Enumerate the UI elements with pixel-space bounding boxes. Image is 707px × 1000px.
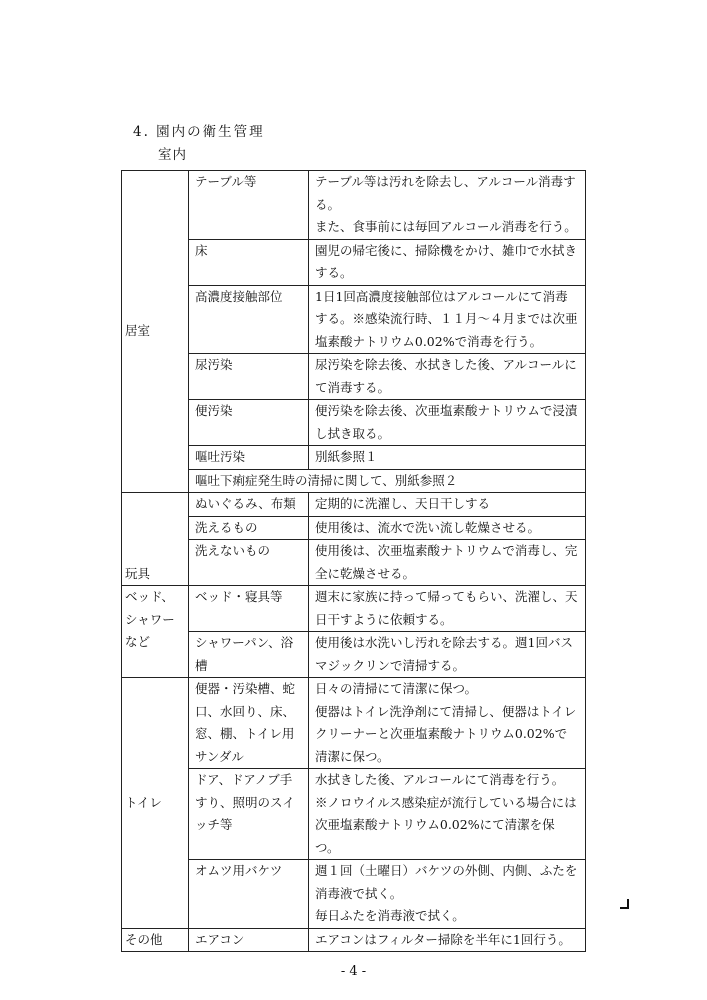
page-number: - 4 - <box>340 964 367 979</box>
desc-line: 週１回（土曜日）バケツの外側、内側、ふたを消毒液で拭く。 毎日ふたを消毒液で拭く。 <box>315 863 578 923</box>
table-row <box>122 493 586 517</box>
desc-cell: 使用後は、流水で洗い流し乾燥させる。 <box>309 516 586 540</box>
merged-note-cell: 嘔吐下痢症発生時の清掃に関して、別紙参照２ <box>189 469 586 493</box>
table-row <box>122 769 586 860</box>
table-row <box>122 446 586 470</box>
desc-cell: 園児の帰宅後に、掃除機をかけ、雑巾で水拭きする。 <box>309 239 586 285</box>
hygiene-table <box>121 170 586 952</box>
desc-cell <box>309 860 586 929</box>
item-cell: ベッド・寝具等 <box>189 586 309 632</box>
desc-line: テーブル等は汚れを除去し、アルコール消毒する。 また、食事前には毎回アルコール消毒を行う。 <box>315 174 577 234</box>
category-cell: ベッド、シャワーなど <box>122 586 189 678</box>
item-cell: テーブル等 <box>189 171 309 240</box>
table-row <box>122 928 586 952</box>
item-cell: 高濃度接触部位 <box>189 285 309 354</box>
category-cell: その他 <box>122 928 189 952</box>
table-row <box>122 860 586 929</box>
corner-mark-icon <box>620 899 629 909</box>
table-row <box>122 678 586 769</box>
item-cell: 洗えるもの <box>189 516 309 540</box>
table-row <box>122 586 586 632</box>
item-cell: ドア、ドアノブ手すり、照明のスイッチ等 <box>189 769 309 860</box>
desc-cell: 週末に家族に持って帰ってもらい、洗濯し、天日干すように依頼する。 <box>309 586 586 632</box>
table-row <box>122 354 586 400</box>
table-row <box>122 516 586 540</box>
table-row <box>122 285 586 354</box>
table-row <box>122 400 586 446</box>
item-cell: 嘔吐汚染 <box>189 446 309 470</box>
item-cell: 洗えないもの <box>189 540 309 586</box>
item-cell: 床 <box>189 239 309 285</box>
desc-cell: 1日1回高濃度接触部位はアルコールにて消毒する。※感染流行時、１１月～４月までは次亜塩素酸ナトリウム0.02%で消毒を行う。 <box>309 285 586 354</box>
desc-cell: 使用後は、次亜塩素酸ナトリウムで消毒し、完全に乾燥させる。 <box>309 540 586 586</box>
table-row <box>122 540 586 586</box>
desc-line: 水拭きした後、アルコールにて消毒を行う。 ※ノロウイルス感染症が流行している場合には次亜塩素酸ナトリウム0.02%にて清潔を保つ。 <box>315 772 577 855</box>
section-heading: 4. 園内の衛生管理 <box>133 124 265 140</box>
table-row <box>122 171 586 240</box>
desc-cell <box>309 678 586 769</box>
desc-cell: 便汚染を除去後、次亜塩素酸ナトリウムで浸漬し拭き取る。 <box>309 400 586 446</box>
table-row <box>122 239 586 285</box>
item-cell: 尿汚染 <box>189 354 309 400</box>
desc-cell: 尿汚染を除去後、水拭きした後、アルコールにて消毒する。 <box>309 354 586 400</box>
desc-cell: 定期的に洗濯し、天日干しする <box>309 493 586 517</box>
desc-cell: エアコンはフィルター掃除を半年に1回行う。 <box>309 928 586 952</box>
item-cell: エアコン <box>189 928 309 952</box>
desc-cell <box>309 769 586 860</box>
item-cell: 便器・汚染槽、蛇口、水回り、床、窓、棚、トイレ用サンダル <box>189 678 309 769</box>
category-cell: トイレ <box>122 678 189 929</box>
desc-cell <box>309 171 586 240</box>
table-row <box>122 632 586 678</box>
desc-cell: 別紙参照１ <box>309 446 586 470</box>
desc-line: 日々の清掃にて清潔に保つ。 便器はトイレ洗浄剤にて清掃し、便器はトイレクリーナーと次亜塩素酸ナトリウム0.02%で清潔に保つ。 <box>315 681 577 764</box>
category-cell: 居室 <box>122 171 189 493</box>
item-cell: ぬいぐるみ、布類 <box>189 493 309 517</box>
item-cell: オムツ用バケツ <box>189 860 309 929</box>
table-row <box>122 469 586 493</box>
item-cell: シャワーパン、浴槽 <box>189 632 309 678</box>
category-cell: 玩具 <box>122 493 189 586</box>
section-subheading: 室内 <box>158 147 187 163</box>
desc-cell: 使用後は水洗いし汚れを除去する。週1回バスマジックリンで清掃する。 <box>309 632 586 678</box>
item-cell: 便汚染 <box>189 400 309 446</box>
